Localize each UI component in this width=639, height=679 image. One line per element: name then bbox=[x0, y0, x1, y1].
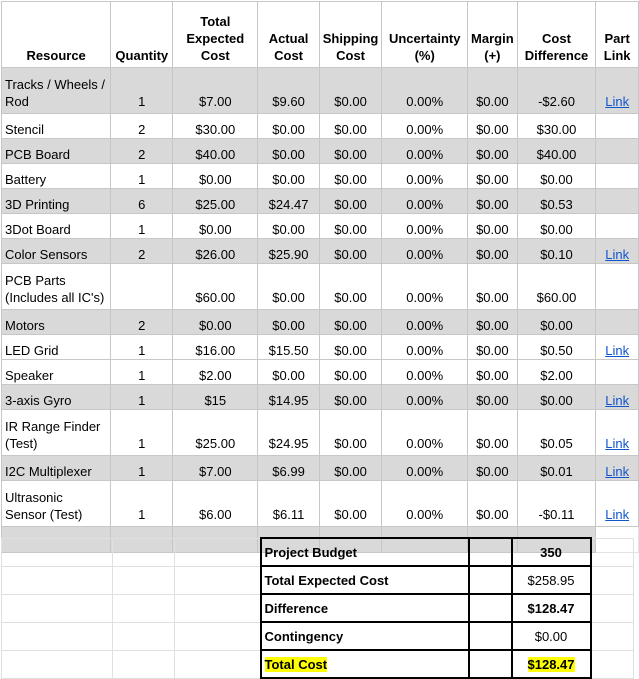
cost-difference-cell[interactable]: $40.00 bbox=[517, 139, 596, 164]
expected-cost-cell[interactable]: $25.00 bbox=[173, 189, 258, 214]
total-cost-label: Total Cost bbox=[264, 656, 328, 672]
cost-difference-cell[interactable]: $0.05 bbox=[517, 410, 596, 456]
resource-cell[interactable]: IR Range Finder (Test) bbox=[2, 410, 111, 456]
uncertainty-cell[interactable]: 0.00% bbox=[382, 189, 468, 214]
empty-cell[interactable] bbox=[113, 650, 175, 678]
empty-cell[interactable] bbox=[469, 594, 512, 622]
cost-difference-cell[interactable]: $0.00 bbox=[517, 385, 596, 410]
cost-difference-cell[interactable]: $60.00 bbox=[517, 264, 596, 310]
table-row bbox=[2, 456, 639, 481]
uncertainty-cell[interactable]: 0.00% bbox=[382, 410, 468, 456]
table-row bbox=[2, 114, 639, 139]
table-row bbox=[2, 481, 639, 527]
header-margin[interactable]: Margin (+) bbox=[468, 2, 518, 68]
empty-cell[interactable] bbox=[591, 650, 634, 678]
margin-cell[interactable]: $0.00 bbox=[468, 410, 518, 456]
total-cost-value: $128.47 bbox=[527, 656, 575, 672]
resource-cell[interactable]: LED Grid bbox=[2, 335, 111, 360]
uncertainty-cell[interactable]: 0.00% bbox=[382, 481, 468, 527]
resource-cell[interactable]: Stencil bbox=[2, 114, 111, 139]
empty-cell[interactable] bbox=[113, 622, 175, 650]
header-cost-difference[interactable]: Cost Difference bbox=[517, 2, 596, 68]
empty-cell[interactable] bbox=[2, 566, 113, 594]
header-uncertainty[interactable]: Uncertainty (%) bbox=[382, 2, 468, 68]
quantity-cell[interactable] bbox=[111, 264, 173, 310]
header-total-expected-cost[interactable]: Total Expected Cost bbox=[173, 2, 258, 68]
cost-difference-cell[interactable]: $30.00 bbox=[517, 114, 596, 139]
summary-row-total bbox=[2, 650, 634, 678]
table-row bbox=[2, 335, 639, 360]
uncertainty-cell[interactable]: 0.00% bbox=[382, 310, 468, 335]
resource-cell[interactable]: PCB Parts (Includes all IC's) bbox=[2, 264, 111, 310]
shipping-cost-cell[interactable]: $0.00 bbox=[319, 335, 382, 360]
expected-cost-cell[interactable]: $30.00 bbox=[173, 114, 258, 139]
part-link[interactable] bbox=[596, 310, 639, 335]
shipping-cost-cell[interactable]: $0.00 bbox=[319, 114, 382, 139]
margin-cell[interactable]: $0.00 bbox=[468, 68, 518, 114]
expected-cost-cell[interactable]: $0.00 bbox=[173, 310, 258, 335]
summary-row-expected bbox=[2, 566, 634, 594]
part-link[interactable] bbox=[596, 139, 639, 164]
table-row bbox=[2, 68, 639, 114]
empty-cell[interactable] bbox=[469, 622, 512, 650]
resource-cell[interactable]: PCB Board bbox=[2, 139, 111, 164]
empty-cell[interactable] bbox=[469, 566, 512, 594]
table-row bbox=[2, 264, 639, 310]
empty-cell[interactable] bbox=[469, 538, 512, 566]
expected-cost-cell[interactable]: $7.00 bbox=[173, 68, 258, 114]
cost-difference-cell[interactable]: $0.00 bbox=[517, 214, 596, 239]
cost-difference-cell[interactable]: $0.50 bbox=[517, 335, 596, 360]
header-shipping-cost[interactable]: Shipping Cost bbox=[319, 2, 382, 68]
uncertainty-cell[interactable]: 0.00% bbox=[382, 68, 468, 114]
actual-cost-cell[interactable]: $6.99 bbox=[258, 456, 319, 481]
cost-difference-cell[interactable]: $0.01 bbox=[517, 456, 596, 481]
part-link[interactable] bbox=[596, 264, 639, 310]
summary-row-budget bbox=[2, 538, 634, 566]
actual-cost-cell[interactable]: $24.95 bbox=[258, 410, 319, 456]
quantity-cell[interactable]: 1 bbox=[111, 385, 173, 410]
shipping-cost-cell[interactable]: $0.00 bbox=[319, 310, 382, 335]
total-cost-label-cell[interactable] bbox=[261, 650, 469, 678]
empty-cell[interactable] bbox=[591, 622, 634, 650]
contingency-label[interactable]: Contingency bbox=[261, 622, 469, 650]
margin-cell[interactable]: $0.00 bbox=[468, 114, 518, 139]
shipping-cost-cell[interactable]: $0.00 bbox=[319, 214, 382, 239]
empty-cell[interactable] bbox=[591, 566, 634, 594]
header-resource[interactable]: Resource bbox=[2, 2, 111, 68]
actual-cost-cell[interactable]: $0.00 bbox=[258, 264, 319, 310]
cost-difference-cell[interactable]: -$2.60 bbox=[517, 68, 596, 114]
part-link[interactable] bbox=[596, 189, 639, 214]
resource-cell[interactable]: Speaker bbox=[2, 360, 111, 385]
margin-cell[interactable]: $0.00 bbox=[468, 264, 518, 310]
quantity-cell[interactable]: 1 bbox=[111, 456, 173, 481]
actual-cost-cell[interactable]: $0.00 bbox=[258, 214, 319, 239]
uncertainty-cell[interactable]: 0.00% bbox=[382, 139, 468, 164]
table-row bbox=[2, 385, 639, 410]
table-row bbox=[2, 360, 639, 385]
cost-difference-cell[interactable]: $0.10 bbox=[517, 239, 596, 264]
project-budget-value[interactable]: 350 bbox=[512, 538, 591, 566]
part-link[interactable] bbox=[596, 214, 639, 239]
expected-cost-cell[interactable]: $40.00 bbox=[173, 139, 258, 164]
actual-cost-cell[interactable]: $25.90 bbox=[258, 239, 319, 264]
header-quantity[interactable]: Quantity bbox=[111, 2, 173, 68]
margin-cell[interactable]: $0.00 bbox=[468, 189, 518, 214]
contingency-value[interactable]: $0.00 bbox=[512, 622, 591, 650]
empty-cell[interactable] bbox=[113, 566, 175, 594]
shipping-cost-cell[interactable]: $0.00 bbox=[319, 164, 382, 189]
shipping-cost-cell[interactable]: $0.00 bbox=[319, 360, 382, 385]
shipping-cost-cell[interactable]: $0.00 bbox=[319, 239, 382, 264]
table-row bbox=[2, 239, 639, 264]
shipping-cost-cell[interactable]: $0.00 bbox=[319, 139, 382, 164]
margin-cell[interactable]: $0.00 bbox=[468, 214, 518, 239]
margin-cell[interactable]: $0.00 bbox=[468, 456, 518, 481]
summary-table bbox=[1, 537, 634, 679]
actual-cost-cell[interactable]: $0.00 bbox=[258, 164, 319, 189]
empty-cell[interactable] bbox=[469, 650, 512, 678]
resource-cell[interactable]: Motors bbox=[2, 310, 111, 335]
part-link[interactable] bbox=[596, 360, 639, 385]
actual-cost-cell[interactable]: $15.50 bbox=[258, 335, 319, 360]
table-row bbox=[2, 310, 639, 335]
empty-cell[interactable] bbox=[175, 566, 261, 594]
uncertainty-cell[interactable]: 0.00% bbox=[382, 214, 468, 239]
resource-cell[interactable]: 3-axis Gyro bbox=[2, 385, 111, 410]
expected-cost-cell[interactable]: $2.00 bbox=[173, 360, 258, 385]
part-link[interactable]: Link bbox=[596, 68, 639, 114]
resource-cell[interactable]: 3D Printing bbox=[2, 189, 111, 214]
empty-cell[interactable] bbox=[113, 594, 175, 622]
actual-cost-cell[interactable]: $14.95 bbox=[258, 385, 319, 410]
margin-cell[interactable]: $0.00 bbox=[468, 360, 518, 385]
table-row bbox=[2, 410, 639, 456]
margin-cell[interactable]: $0.00 bbox=[468, 385, 518, 410]
resource-cell[interactable]: I2C Multiplexer bbox=[2, 456, 111, 481]
part-link[interactable]: Link bbox=[596, 456, 639, 481]
shipping-cost-cell[interactable]: $0.00 bbox=[319, 410, 382, 456]
empty-cell[interactable] bbox=[2, 650, 113, 678]
part-link[interactable] bbox=[596, 164, 639, 189]
quantity-cell[interactable]: 2 bbox=[111, 139, 173, 164]
table-row bbox=[2, 139, 639, 164]
actual-cost-cell[interactable]: $6.11 bbox=[258, 481, 319, 527]
header-row bbox=[2, 2, 639, 68]
actual-cost-cell[interactable]: $0.00 bbox=[258, 310, 319, 335]
resource-cell[interactable]: Tracks / Wheels / Rod bbox=[2, 68, 111, 114]
uncertainty-cell[interactable]: 0.00% bbox=[382, 335, 468, 360]
quantity-cell[interactable]: 1 bbox=[111, 335, 173, 360]
expected-cost-cell[interactable]: $0.00 bbox=[173, 164, 258, 189]
expected-cost-cell[interactable]: $0.00 bbox=[173, 214, 258, 239]
part-link[interactable]: Link bbox=[596, 385, 639, 410]
expected-cost-cell[interactable]: $60.00 bbox=[173, 264, 258, 310]
expected-cost-cell[interactable]: $25.00 bbox=[173, 410, 258, 456]
margin-cell[interactable]: $0.00 bbox=[468, 310, 518, 335]
empty-cell[interactable] bbox=[175, 650, 261, 678]
total-expected-cost-label[interactable]: Total Expected Cost bbox=[261, 566, 469, 594]
part-link[interactable]: Link bbox=[596, 335, 639, 360]
actual-cost-cell[interactable]: $0.00 bbox=[258, 139, 319, 164]
quantity-cell[interactable]: 1 bbox=[111, 410, 173, 456]
quantity-cell[interactable]: 1 bbox=[111, 68, 173, 114]
margin-cell[interactable]: $0.00 bbox=[468, 139, 518, 164]
uncertainty-cell[interactable]: 0.00% bbox=[382, 385, 468, 410]
empty-cell[interactable] bbox=[2, 622, 113, 650]
uncertainty-cell[interactable]: 0.00% bbox=[382, 239, 468, 264]
cost-table-container bbox=[1, 1, 639, 553]
expected-cost-cell[interactable]: $6.00 bbox=[173, 481, 258, 527]
part-link[interactable]: Link bbox=[596, 410, 639, 456]
summary-row-difference bbox=[2, 594, 634, 622]
shipping-cost-cell[interactable]: $0.00 bbox=[319, 385, 382, 410]
table-row bbox=[2, 214, 639, 239]
cost-table bbox=[1, 1, 639, 553]
quantity-cell[interactable]: 2 bbox=[111, 310, 173, 335]
uncertainty-cell[interactable]: 0.00% bbox=[382, 456, 468, 481]
empty-cell[interactable] bbox=[175, 594, 261, 622]
shipping-cost-cell[interactable]: $0.00 bbox=[319, 189, 382, 214]
quantity-cell[interactable]: 1 bbox=[111, 481, 173, 527]
empty-cell[interactable] bbox=[175, 622, 261, 650]
difference-value[interactable]: $128.47 bbox=[512, 594, 591, 622]
quantity-cell[interactable]: 1 bbox=[111, 164, 173, 189]
table-row bbox=[2, 164, 639, 189]
project-budget-label[interactable]: Project Budget bbox=[261, 538, 469, 566]
actual-cost-cell[interactable]: $24.47 bbox=[258, 189, 319, 214]
cost-difference-cell[interactable]: $0.00 bbox=[517, 164, 596, 189]
actual-cost-cell[interactable]: $0.00 bbox=[258, 360, 319, 385]
margin-cell[interactable]: $0.00 bbox=[468, 335, 518, 360]
quantity-cell[interactable]: 1 bbox=[111, 360, 173, 385]
header-part-link[interactable]: Part Link bbox=[596, 2, 639, 68]
summary-container bbox=[1, 537, 634, 679]
part-link[interactable] bbox=[596, 114, 639, 139]
summary-row-contingency bbox=[2, 622, 634, 650]
shipping-cost-cell[interactable]: $0.00 bbox=[319, 264, 382, 310]
cost-difference-cell[interactable]: $2.00 bbox=[517, 360, 596, 385]
cost-difference-cell[interactable]: $0.00 bbox=[517, 310, 596, 335]
cost-difference-cell[interactable]: $0.53 bbox=[517, 189, 596, 214]
table-row bbox=[2, 189, 639, 214]
uncertainty-cell[interactable]: 0.00% bbox=[382, 114, 468, 139]
empty-cell[interactable] bbox=[175, 538, 261, 566]
header-actual-cost[interactable]: Actual Cost bbox=[258, 2, 319, 68]
expected-cost-cell[interactable]: $26.00 bbox=[173, 239, 258, 264]
cost-difference-cell[interactable]: -$0.11 bbox=[517, 481, 596, 527]
margin-cell[interactable]: $0.00 bbox=[468, 481, 518, 527]
shipping-cost-cell[interactable]: $0.00 bbox=[319, 456, 382, 481]
resource-cell[interactable]: Ultrasonic Sensor (Test) bbox=[2, 481, 111, 527]
resource-cell[interactable]: Battery bbox=[2, 164, 111, 189]
empty-cell[interactable] bbox=[113, 538, 175, 566]
part-link[interactable]: Link bbox=[596, 239, 639, 264]
actual-cost-cell[interactable]: $9.60 bbox=[258, 68, 319, 114]
quantity-cell[interactable]: 2 bbox=[111, 114, 173, 139]
expected-cost-cell[interactable]: $16.00 bbox=[173, 335, 258, 360]
shipping-cost-cell[interactable]: $0.00 bbox=[319, 481, 382, 527]
empty-cell[interactable] bbox=[591, 538, 634, 566]
empty-cell[interactable] bbox=[2, 594, 113, 622]
difference-label[interactable]: Difference bbox=[261, 594, 469, 622]
expected-cost-cell[interactable]: $15 bbox=[173, 385, 258, 410]
quantity-cell[interactable]: 2 bbox=[111, 239, 173, 264]
margin-cell[interactable]: $0.00 bbox=[468, 164, 518, 189]
quantity-cell[interactable]: 1 bbox=[111, 214, 173, 239]
total-expected-cost-value[interactable]: $258.95 bbox=[512, 566, 591, 594]
total-cost-value-cell[interactable] bbox=[512, 650, 591, 678]
actual-cost-cell[interactable]: $0.00 bbox=[258, 114, 319, 139]
empty-cell[interactable] bbox=[2, 538, 113, 566]
resource-cell[interactable]: Color Sensors bbox=[2, 239, 111, 264]
uncertainty-cell[interactable]: 0.00% bbox=[382, 360, 468, 385]
resource-cell[interactable]: 3Dot Board bbox=[2, 214, 111, 239]
part-link[interactable]: Link bbox=[596, 481, 639, 527]
shipping-cost-cell[interactable]: $0.00 bbox=[319, 68, 382, 114]
quantity-cell[interactable]: 6 bbox=[111, 189, 173, 214]
uncertainty-cell[interactable]: 0.00% bbox=[382, 264, 468, 310]
uncertainty-cell[interactable]: 0.00% bbox=[382, 164, 468, 189]
expected-cost-cell[interactable]: $7.00 bbox=[173, 456, 258, 481]
empty-cell[interactable] bbox=[591, 594, 634, 622]
margin-cell[interactable]: $0.00 bbox=[468, 239, 518, 264]
